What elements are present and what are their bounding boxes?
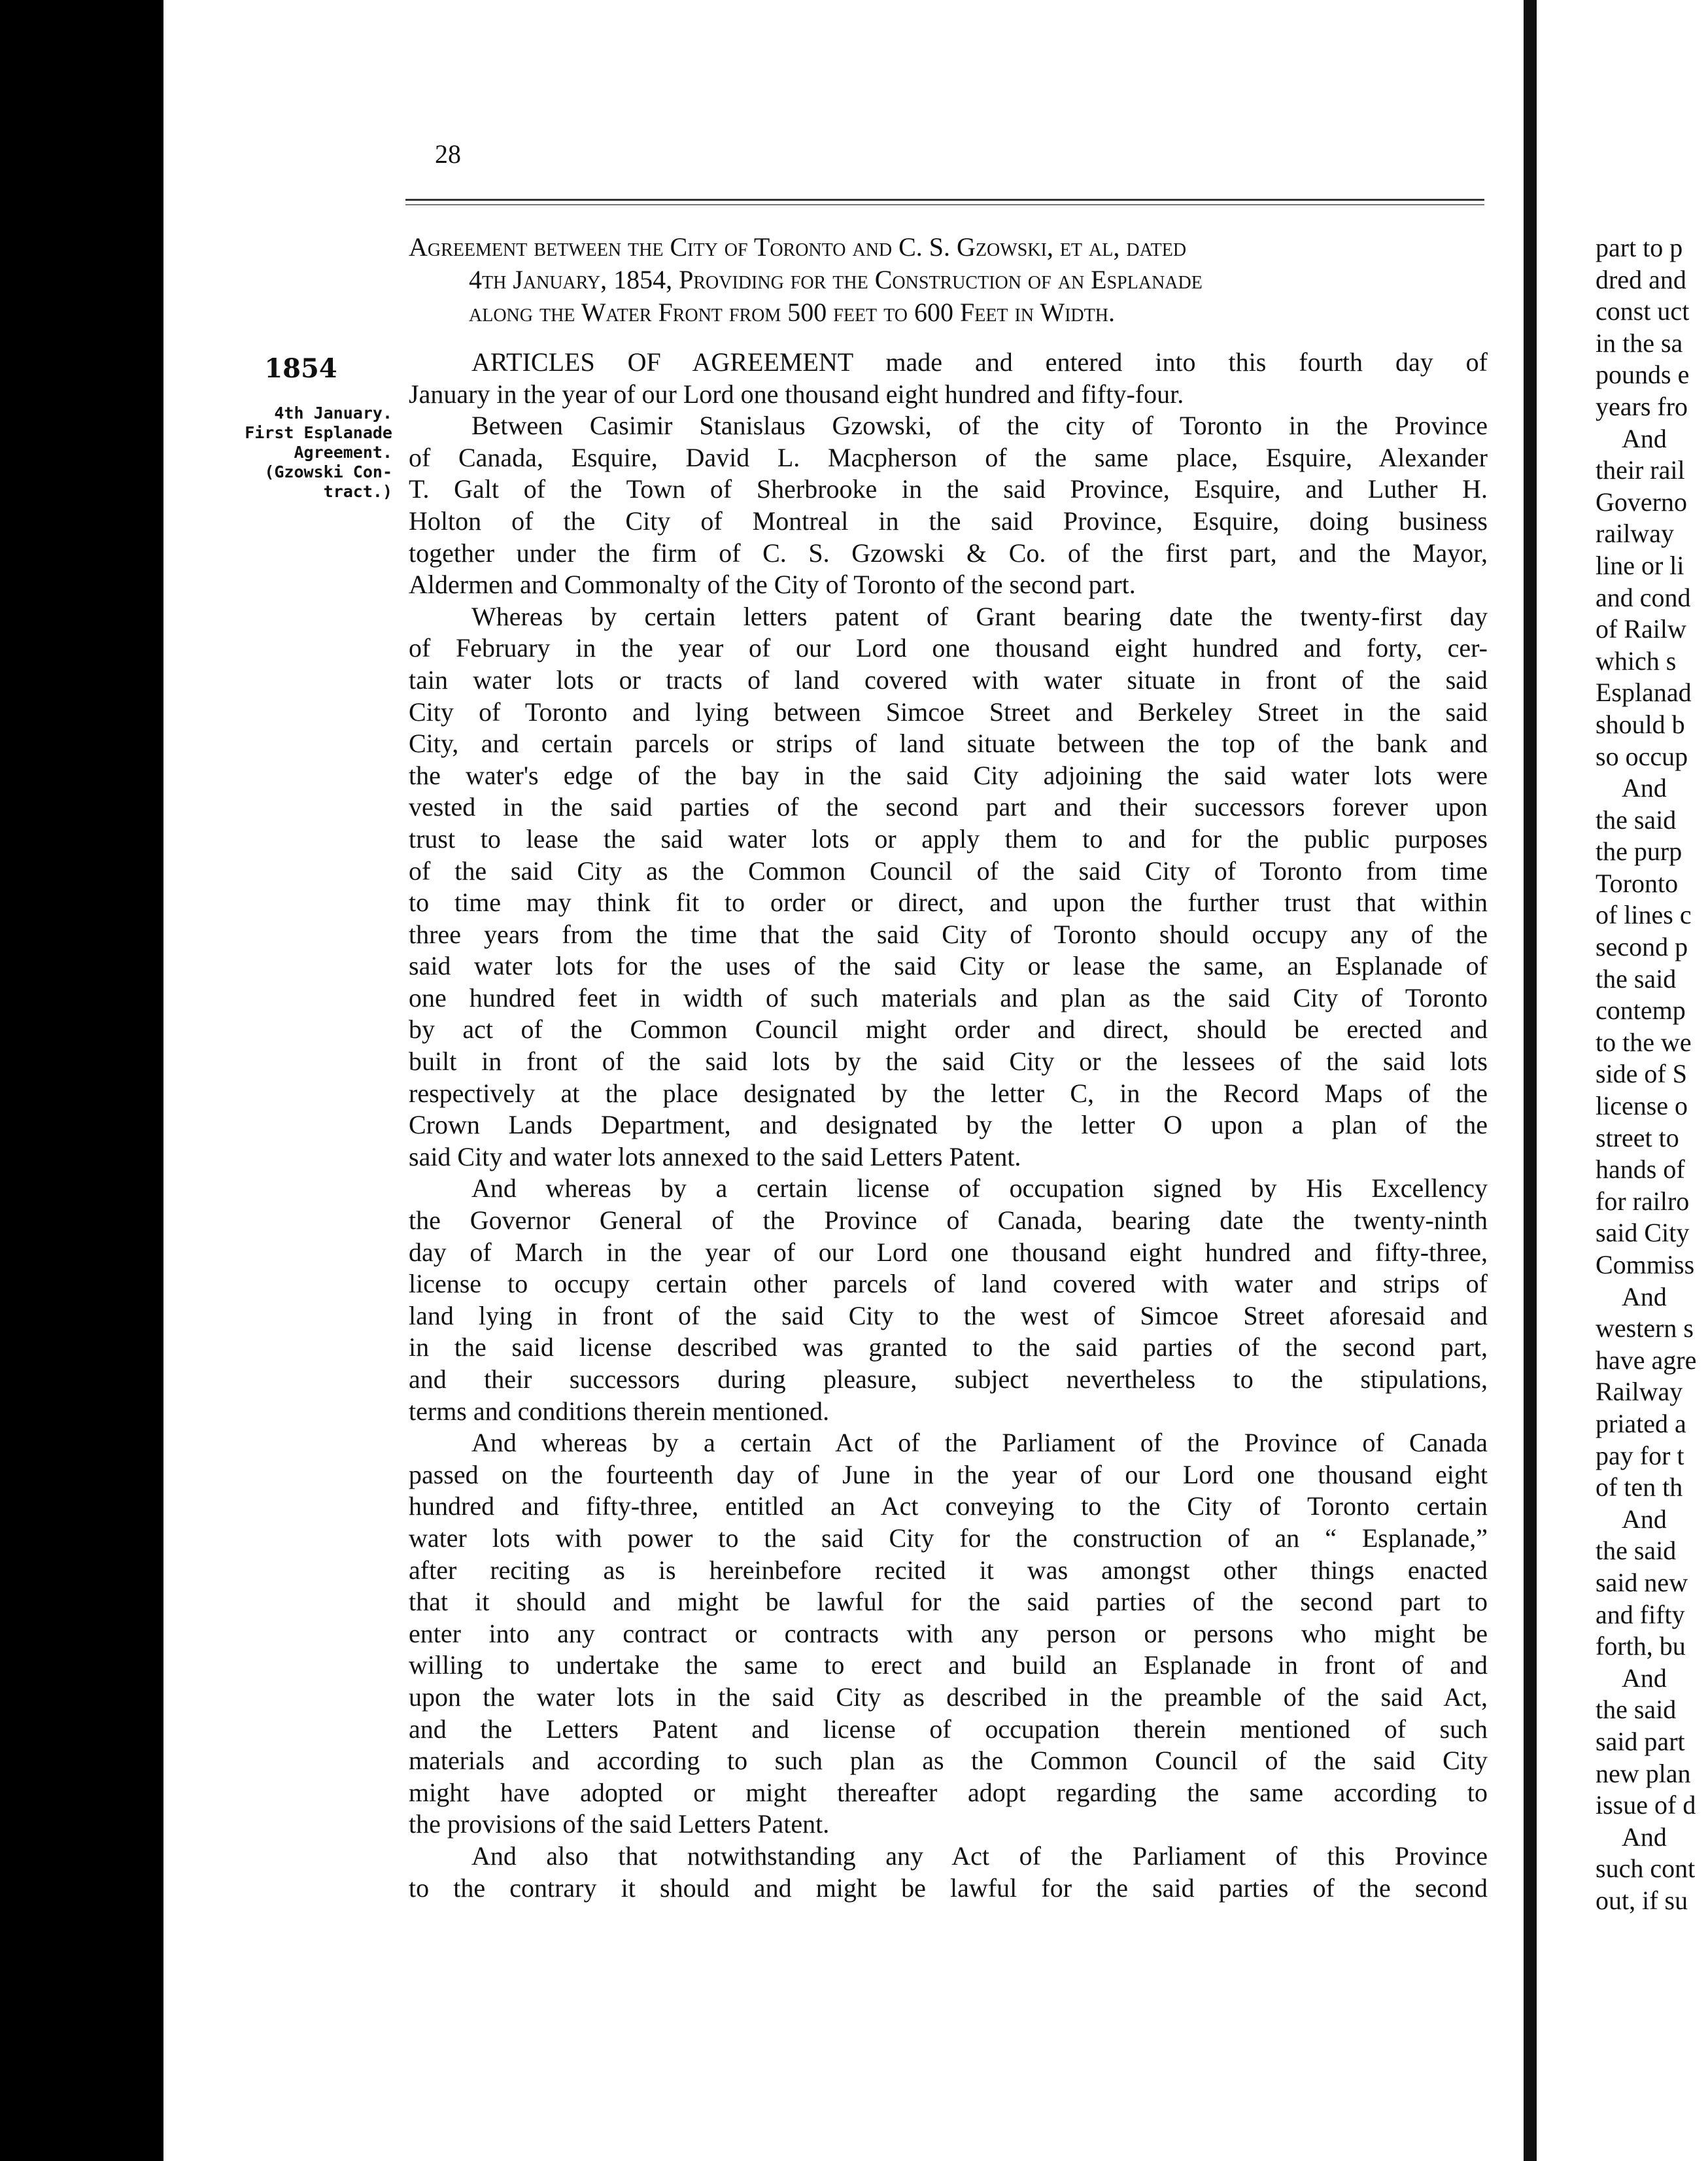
facing-page-line: said part [1596, 1726, 1685, 1756]
scan-speck [1528, 508, 1532, 512]
facing-page-line: pay for t [1596, 1440, 1684, 1470]
facing-page-line: priated a [1596, 1408, 1686, 1438]
facing-page-line: forth, bu [1596, 1631, 1686, 1661]
margin-note [229, 404, 392, 502]
facing-page-line: And [1622, 423, 1667, 453]
body-line: of Canada, Esquire, David L. Macpherson of the same place, Esquire, Alexander [409, 442, 1488, 472]
facing-page-line: Esplanad [1596, 678, 1692, 708]
body-line: land lying in front of the said City to the west of Simcoe Street aforesaid and [409, 1300, 1488, 1330]
margin-year: 1854 [264, 353, 337, 384]
facing-page-line: part to p [1596, 233, 1683, 262]
body-line: And whereas by a certain Act of the Parliament of the Province of Canada [471, 1428, 1488, 1458]
body-line: together under the firm of C. S. Gzowski & Co. of the first part, and the Mayor, [409, 538, 1488, 568]
body-line: Holton of the City of Montreal in the said Province, Esquire, doing business [409, 506, 1488, 536]
facing-page-line: which s [1596, 646, 1677, 676]
body-line: three years from the time that the said City of Toronto should occupy any of the [409, 919, 1488, 949]
facing-page-line: Railway [1596, 1377, 1683, 1407]
facing-page-line: said City [1596, 1218, 1690, 1248]
body-line: trust to lease the said water lots or apply them to and for the public purposes [409, 823, 1488, 854]
body-line: in the said license described was granted to the said parties of the second part, [409, 1332, 1488, 1362]
body-line: willing to undertake the same to erect and build an Esplanade in front of and [409, 1650, 1488, 1680]
facing-page-line: hands of [1596, 1154, 1685, 1184]
facing-page-line: the said [1596, 1536, 1677, 1566]
header-rule [405, 199, 1484, 201]
body-line: might have adopted or might thereafter adopt regarding the same according to [409, 1777, 1488, 1807]
body-line: to time may think fit to order or direct, and upon the further trust that within [409, 888, 1488, 918]
facing-page-line: issue of d [1596, 1790, 1696, 1820]
body-line: And whereas by a certain license of occupation signed by His Excellency [471, 1173, 1488, 1203]
margin-note-line: (Gzowski Con- [264, 462, 392, 481]
body-line: that it should and might be lawful for the said parties of the second part to [409, 1587, 1488, 1617]
document-body [409, 347, 1488, 1904]
facing-page-line: dred and [1596, 264, 1686, 294]
header-rule-secondary [405, 204, 1484, 205]
facing-page-line: new plan [1596, 1758, 1691, 1788]
facing-page-line: And [1622, 1281, 1667, 1311]
facing-page-line: the said [1596, 804, 1677, 835]
facing-page-line: And [1622, 773, 1667, 803]
body-line: Between Casimir Stanislaus Gzowski, of the city of Toronto in the Province [471, 411, 1488, 441]
body-line: the provisions of the said Letters Patent. [409, 1809, 830, 1839]
facing-page-line: of Railw [1596, 614, 1686, 644]
facing-page-line: said new [1596, 1567, 1688, 1597]
facing-page-line: to the we [1596, 1027, 1692, 1057]
body-line: of the said City as the Common Council of the said City of Toronto from time [409, 856, 1488, 886]
body-line: City, and certain parcels or strips of land situate between the top of the bank and [409, 729, 1488, 759]
body-line: T. Galt of the Town of Sherbrooke in the said Province, Esquire, and Luther H. [409, 474, 1488, 504]
facing-page-line: have agre [1596, 1345, 1697, 1375]
facing-page-text [1596, 232, 1696, 1916]
facing-page-line: contemp [1596, 995, 1686, 1026]
body-line: built in front of the said lots by the said City or the lessees of the said lots [409, 1046, 1488, 1077]
facing-page-line: should b [1596, 709, 1685, 739]
body-line: one hundred feet in width of such materials and plan as the said City of Toronto [409, 982, 1488, 1012]
body-line: the Governor General of the Province of Canada, bearing date the twenty-ninth [409, 1205, 1488, 1236]
facing-page-line: railway [1596, 519, 1674, 549]
body-line: City of Toronto and lying between Simcoe Street and Berkeley Street in the said [409, 697, 1488, 727]
facing-page-line: of ten th [1596, 1472, 1683, 1502]
facing-page-line: Commiss [1596, 1250, 1695, 1279]
body-line: terms and conditions therein mentioned. [409, 1396, 830, 1426]
body-line: upon the water lots in the said City as described in the preamble of the said Act, [409, 1682, 1488, 1712]
body-line: after reciting as is hereinbefore recited it was amongst other things enacted [409, 1555, 1488, 1585]
body-line: and their successors during pleasure, subject nevertheless to the stipulations, [409, 1364, 1488, 1394]
facing-page-line: street to [1596, 1122, 1679, 1152]
heading-line: along the Water Front from 500 feet to 600 Feet in Width. [469, 298, 1115, 327]
body-line: tain water lots or tracts of land covered with water situate in front of the said [409, 665, 1488, 695]
body-line: by act of the Common Council might order and direct, should be erected and [409, 1014, 1488, 1045]
scan-speck [1529, 1426, 1533, 1430]
body-line: passed on the fourteenth day of June in the year of our Lord one thousand eight [409, 1459, 1488, 1489]
facing-page-line: the said [1596, 1695, 1677, 1725]
facing-page-line: line or li [1596, 550, 1684, 580]
body-line: And also that notwithstanding any Act of the Parliament of this Province [471, 1841, 1488, 1871]
facing-page-line: so occup [1596, 741, 1688, 771]
facing-page-line: such cont [1596, 1854, 1696, 1884]
body-line: Aldermen and Commonalty of the City of Toronto of the second part. [409, 570, 1136, 600]
body-line: enter into any contract or contracts with any person or persons who might be [409, 1618, 1488, 1648]
facing-page-line: of lines c [1596, 900, 1692, 930]
body-line: to the contrary it should and might be lawful for the said parties of the second [409, 1873, 1488, 1903]
body-line: vested in the said parties of the second part and their successors forever upon [409, 792, 1488, 822]
facing-page-line: And [1622, 1504, 1667, 1534]
facing-page-line: Toronto [1596, 868, 1679, 898]
body-line: materials and according to such plan as the Common Council of the said City [409, 1746, 1488, 1776]
page-gutter [1524, 0, 1537, 2161]
facing-page-line: Governo [1596, 487, 1687, 517]
facing-page-line: western s [1596, 1313, 1694, 1343]
body-line: and the Letters Patent and license of occupation therein mentioned of such [409, 1714, 1488, 1744]
heading-line: Agreement between the City of Toronto and C. S. Gzowski, et al, dated [409, 232, 1187, 262]
body-line: the water's edge of the bay in the said City adjoining the said water lots were [409, 760, 1488, 790]
margin-note-line: First Esplanade [245, 423, 392, 442]
facing-page-line: const uct [1596, 296, 1690, 326]
facing-page-line: and fifty [1596, 1599, 1685, 1629]
facing-page-line: out, if su [1596, 1885, 1688, 1915]
facing-page-line: in the sa [1596, 328, 1683, 358]
facing-page-line: And [1622, 1663, 1667, 1693]
heading-line: 4th January, 1854, Providing for the Construction of an Esplanade [469, 265, 1203, 294]
body-line: water lots with power to the said City for the construction of an “ Esplanade,” [409, 1523, 1488, 1553]
facing-page-line: the said [1596, 963, 1677, 994]
body-line: Whereas by certain letters patent of Grant bearing date the twenty-first day [471, 601, 1488, 631]
facing-page-line: second p [1596, 932, 1688, 962]
body-line: said City and water lots annexed to the said Letters Patent. [409, 1141, 1021, 1171]
document-heading [409, 231, 1488, 329]
body-line: said water lots for the uses of the said City or lease the same, an Esplanade of [409, 951, 1488, 981]
margin-note-line: tract.) [323, 482, 392, 501]
body-line: of February in the year of our Lord one thousand eight hundred and forty, cer- [409, 633, 1488, 663]
page-number: 28 [435, 139, 461, 169]
facing-page-line: their rail [1596, 455, 1685, 485]
body-line: Crown Lands Department, and designated by the letter O upon a plan of the [409, 1110, 1488, 1140]
facing-page-line: And [1622, 1822, 1667, 1852]
body-line: ARTICLES OF AGREEMENT made and entered into this fourth day of [471, 347, 1488, 377]
body-line: license to occupy certain other parcels of land covered with water and strips of [409, 1269, 1488, 1299]
body-line: respectively at the place designated by the letter C, in the Record Maps of the [409, 1078, 1488, 1108]
facing-page-line: pounds e [1596, 360, 1690, 390]
body-line: hundred and fifty-three, entitled an Act conveying to the City of Toronto certain [409, 1491, 1488, 1521]
body-line: day of March in the year of our Lord one thousand eight hundred and fifty-three, [409, 1237, 1488, 1267]
facing-page-line: license o [1596, 1091, 1688, 1121]
facing-page-line: for railro [1596, 1186, 1690, 1216]
facing-page-line: years fro [1596, 391, 1688, 421]
facing-page-line: side of S [1596, 1059, 1687, 1089]
body-line: January in the year of our Lord one thousand eight hundred and fifty-four. [409, 379, 1184, 409]
margin-note-line: Agreement. [294, 443, 392, 462]
margin-note-line: 4th January. [274, 404, 392, 423]
facing-page-line: the purp [1596, 837, 1682, 867]
facing-page-line: and cond [1596, 582, 1691, 612]
